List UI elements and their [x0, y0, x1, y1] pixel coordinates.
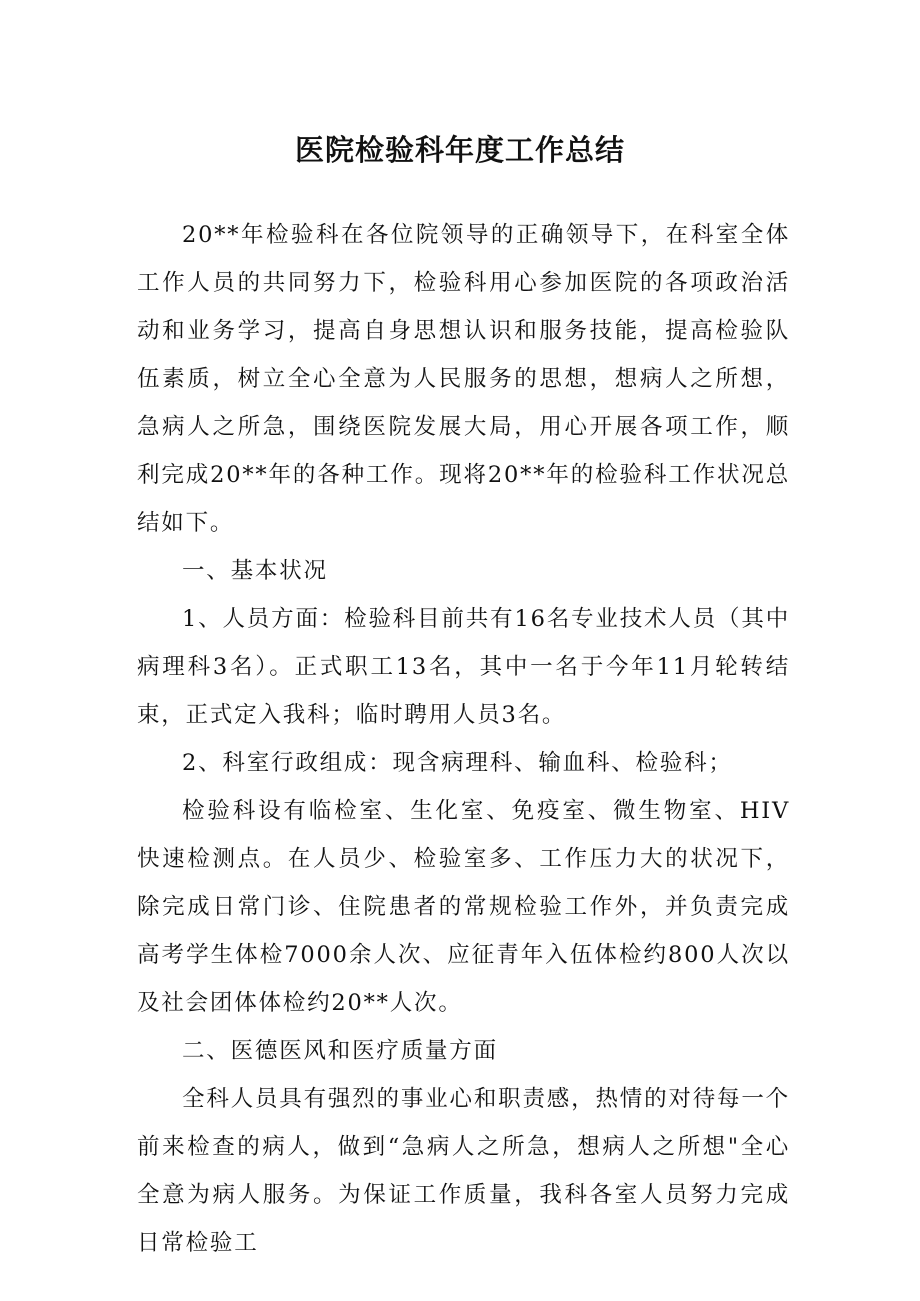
section-heading-ethics-quality: 二、医德医风和医疗质量方面: [182, 1038, 498, 1064]
paragraph-intro: 20**年检验科在各位院领导的正确领导下，在科室全体工作人员的共同努力下，检验科用心参加医院的各项政治活动和业务学习，提高自身思想认识和服务技能，提高检验队伍素质，树立全心全意为人民服务的思想，想病人之所想，急病人之所急，围绕医院发展大局，用心开展各项工作，顺利完成20**年的各种工作。现将20**年的检验科工作状况总结如下。: [137, 222, 790, 536]
paragraph-ethics: 全科人员具有强烈的事业心和职责感，热情的对待每一个前来检查的病人，做到“急病人之所急，想病人之所想"全心全意为病人服务。为保证工作质量，我科各室人员努力完成日常检验工: [137, 1086, 790, 1256]
document-title: 医院检验科年度工作总结: [294, 133, 625, 167]
paragraph-lab-rooms: 检验科设有临检室、生化室、免疫室、微生物室、HIV快速检测点。在人员少、检验室多、工作压力大的状况下，除完成日常门诊、住院患者的常规检验工作外，并负责完成高考学生体检7000余人次、应征青年入伍体检约800人次以及社会团体体检约20**人次。: [137, 798, 790, 1016]
document-body: [137, 211, 790, 1267]
paragraph-departments: 2、科室行政组成：现含病理科、输血科、检验科；: [182, 750, 733, 776]
section-heading-basic-status: 一、基本状况: [182, 558, 328, 584]
paragraph-staffing: 1、人员方面：检验科目前共有16名专业技术人员（其中病理科3名）。正式职工13名，其中一名于今年11月轮转结束，正式定入我科；临时聘用人员3名。: [137, 606, 790, 728]
